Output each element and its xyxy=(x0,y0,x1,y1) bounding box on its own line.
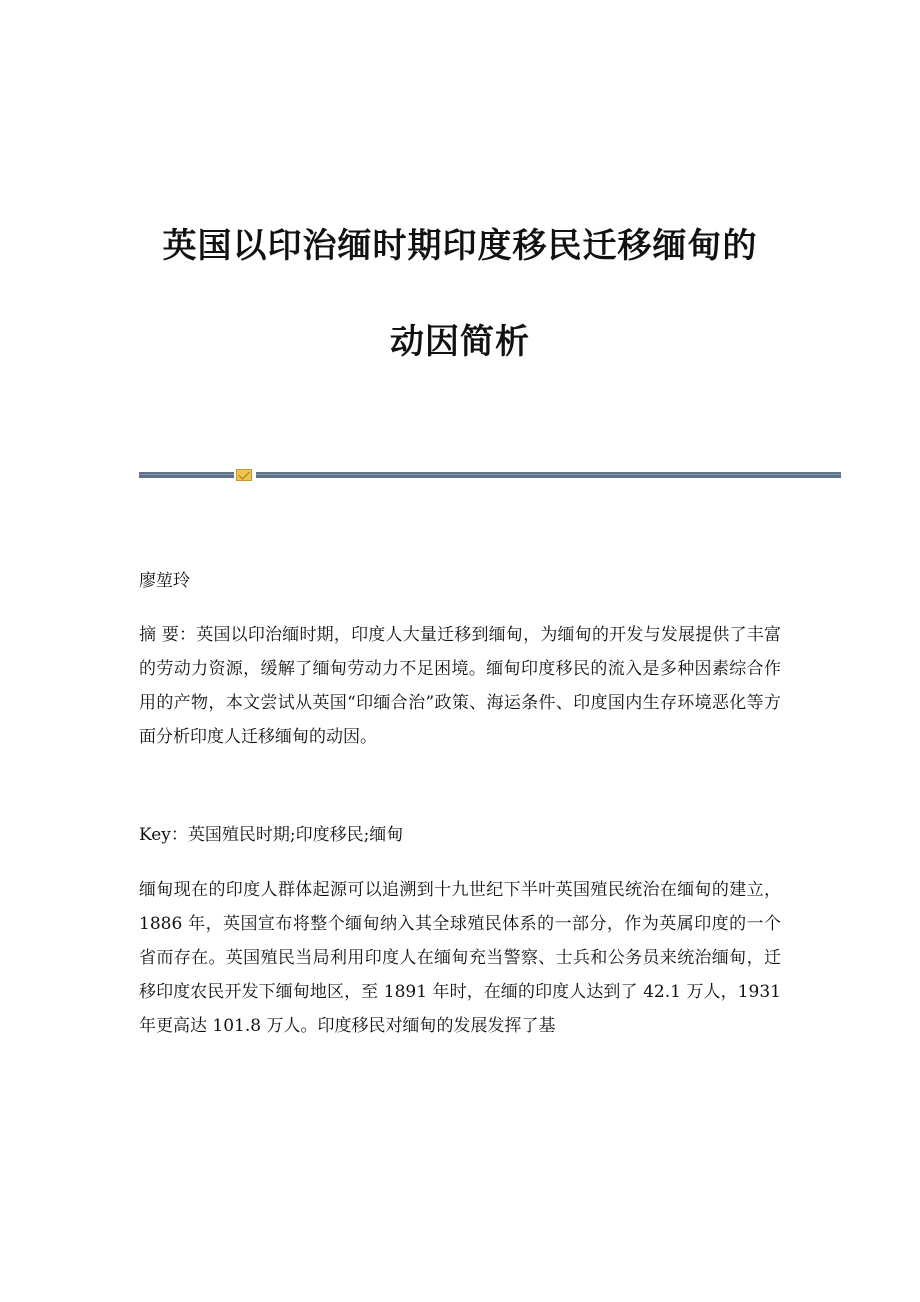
abstract-label: 摘 要： xyxy=(139,625,197,645)
title-line-2: 动因简析 xyxy=(390,322,530,362)
envelope-icon xyxy=(236,469,252,481)
abstract-text: 英国以印治缅时期，印度人大量迁移到缅甸，为缅甸的开发与发展提供了丰富的劳动力资源，缓解了缅甸劳动力不足困境。缅甸印度移民的流入是多种因素综合作用的产物，本文尝试从英国“印缅合治”政策、海运条件、印度国内生存环境恶化等方面分析印度人迁移缅甸的动因。 xyxy=(139,625,782,747)
body-paragraph: 缅甸现在的印度人群体起源可以追溯到十九世纪下半叶英国殖民统治在缅甸的建立，1886 年，英国宣布将整个缅甸纳入其全球殖民体系的一部分，作为英属印度的一个省而存在。英国殖民当局利用印度人在缅甸充当警察、士兵和公务员来统治缅甸，迁移印度农民开发下缅甸地区，至 1891 年时，在缅的印度人达到了 42.1 万人，1931 年更高达 101.8 万人。印度移民对缅甸的发展发挥了基 xyxy=(139,880,781,1036)
keywords-label: Key： xyxy=(139,825,188,845)
keywords-text: 英国殖民时期;印度移民;缅甸 xyxy=(187,825,404,845)
divider-bar-right xyxy=(256,472,841,478)
abstract xyxy=(139,618,781,754)
title-line-1: 英国以印治缅时期印度移民迁移缅甸的 xyxy=(162,226,758,266)
author-name: 廖堃玲 xyxy=(139,571,190,591)
title-divider xyxy=(139,469,841,481)
keywords xyxy=(139,818,781,852)
divider-bar-left xyxy=(139,472,234,478)
